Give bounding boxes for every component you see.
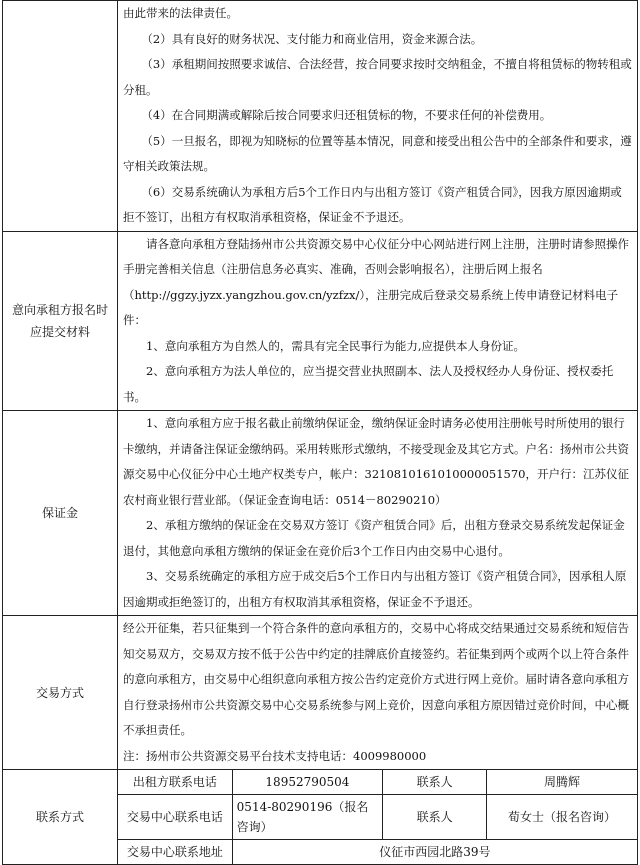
contact-key: 联系人 bbox=[383, 770, 487, 795]
deposit-row bbox=[3, 411, 638, 616]
deposit-label: 保证金 bbox=[3, 411, 118, 616]
contact-person: 周腾辉 bbox=[486, 770, 637, 795]
contact-cell bbox=[118, 770, 638, 865]
requirement-line: （4）在合同期满或解除后按合同要求归还租赁标的物，不要求任何的补偿费用。 bbox=[141, 108, 552, 122]
trade-text: 经公开征集，若只征集到一个符合条件的意向承租方的，交易中心将成交结果通过交易系统和短信告知交易双方，交易双方按不低于公告中约定的挂牌底价直接签约。若征集到两个或两个以上符合条件的意向承租方，由交易中心组织意向承租方按公告约定竞价方式进行网上竞价。届时请各意向承租方自行登录扬州市公共资源交易中心交易系统参与网上竞价，因意向承租方原因错过竞价时间，中心概不承担责任。 bbox=[123, 621, 629, 737]
contact-phone: 18952790504 bbox=[232, 770, 383, 795]
requirement-line: （3）承租期间按照要求诚信、合法经营，按合同要求按时交纳租金，不擅自将租赁标的物转租或分租。 bbox=[123, 57, 632, 97]
contact-line bbox=[118, 840, 637, 865]
contact-key: 交易中心联系地址 bbox=[118, 840, 232, 865]
deposit-cell bbox=[118, 411, 638, 616]
notice-table bbox=[2, 0, 638, 865]
deposit-paragraph: 2、承租方缴纳的保证金在交易双方签订《资产租赁合同》后，出租方登录交易系统发起保证金退付，其他意向承租方缴纳的保证金在竞价后3个工作日内由交易中心退付。 bbox=[123, 518, 625, 558]
trade-cell bbox=[118, 616, 638, 770]
contact-address: 仪征市西园北路39号 bbox=[232, 840, 637, 865]
requirements-row bbox=[3, 1, 638, 232]
trade-row bbox=[3, 616, 638, 770]
contact-person: 荀女士（报名咨询） bbox=[486, 795, 637, 840]
registration-item: 1、意向承租方为自然人的，需具有完全民事行为能力,应提供本人身份证。 bbox=[146, 338, 525, 353]
registration-row bbox=[3, 231, 638, 411]
trade-note: 注：扬州市公共资源交易平台技术支持电话：4009980000 bbox=[123, 748, 427, 763]
requirements-label-cell bbox=[3, 1, 118, 232]
registration-label: 意向承租方报名时应提交材料 bbox=[3, 231, 118, 411]
contact-phone: 0514-80290196（报名咨询） bbox=[232, 795, 383, 840]
deposit-paragraph: 3、交易系统确定的承租方应于成交后5个工作日内与出租方签订《资产租赁合同》，因承租人原因逾期或拒绝签订的，出租方有权取消其承租资格，保证金不予退还。 bbox=[123, 569, 627, 609]
contact-key: 交易中心联系电话 bbox=[118, 795, 232, 840]
requirements-cell bbox=[118, 1, 638, 232]
contact-line bbox=[118, 770, 637, 795]
contact-key: 出租方联系电话 bbox=[118, 770, 232, 795]
contact-row bbox=[3, 770, 638, 865]
contact-line bbox=[118, 795, 637, 840]
contact-table bbox=[118, 770, 637, 864]
contact-label: 联系方式 bbox=[3, 770, 118, 865]
requirement-line: （2）具有良好的财务状况、支付能力和商业信用，资金来源合法。 bbox=[141, 31, 483, 46]
trade-label: 交易方式 bbox=[3, 616, 118, 770]
deposit-paragraph: 1、意向承租方应于报名截止前缴纳保证金，缴纳保证金时请务必使用注册帐号时所使用的银行卡缴纳，并请备注保证金缴纳码。采用转账形式缴纳，不接受现金及其它方式。户名：扬州市公共资源交易中心仪征分中心土地产权类专户，帐户：3210810161010000051570，开户行：江苏仪征农村商业银行营业部。（保证金查询电话：0514－80290210） bbox=[123, 416, 629, 507]
requirement-line: 由此带来的法律责任。 bbox=[123, 6, 238, 20]
registration-item: 2、意向承租方为法人单位的，应当提交营业执照副本、法人及授权经办人身份证、授权委托书。 bbox=[123, 364, 614, 404]
registration-intro: 请各意向承租方登陆扬州市公共资源交易中心仪征分中心网站进行网上注册，注册时请参照操作手册完善相关信息（注册信息务必真实、准确，否则会影响报名），注册后网上报名（http://ggzy.jyzx.yangzhou.gov.cn/yzfzx/），注册完成后登录交易系统上传申请登记材料电子件： bbox=[123, 236, 629, 327]
registration-cell bbox=[118, 231, 638, 411]
requirement-line: （6）交易系统确认为承租方后5个工作日内与出租方签订《资产租赁合同》，因我方原因逾期或拒不签订，出租方有权取消承租资格，保证金不予退还。 bbox=[123, 184, 622, 224]
requirement-line: （5）一旦报名，即视为知晓标的位置等基本情况，同意和接受出租公告中的全部条件和要求，遵守相关政策法规。 bbox=[123, 133, 632, 173]
contact-key: 联系人 bbox=[383, 795, 487, 840]
